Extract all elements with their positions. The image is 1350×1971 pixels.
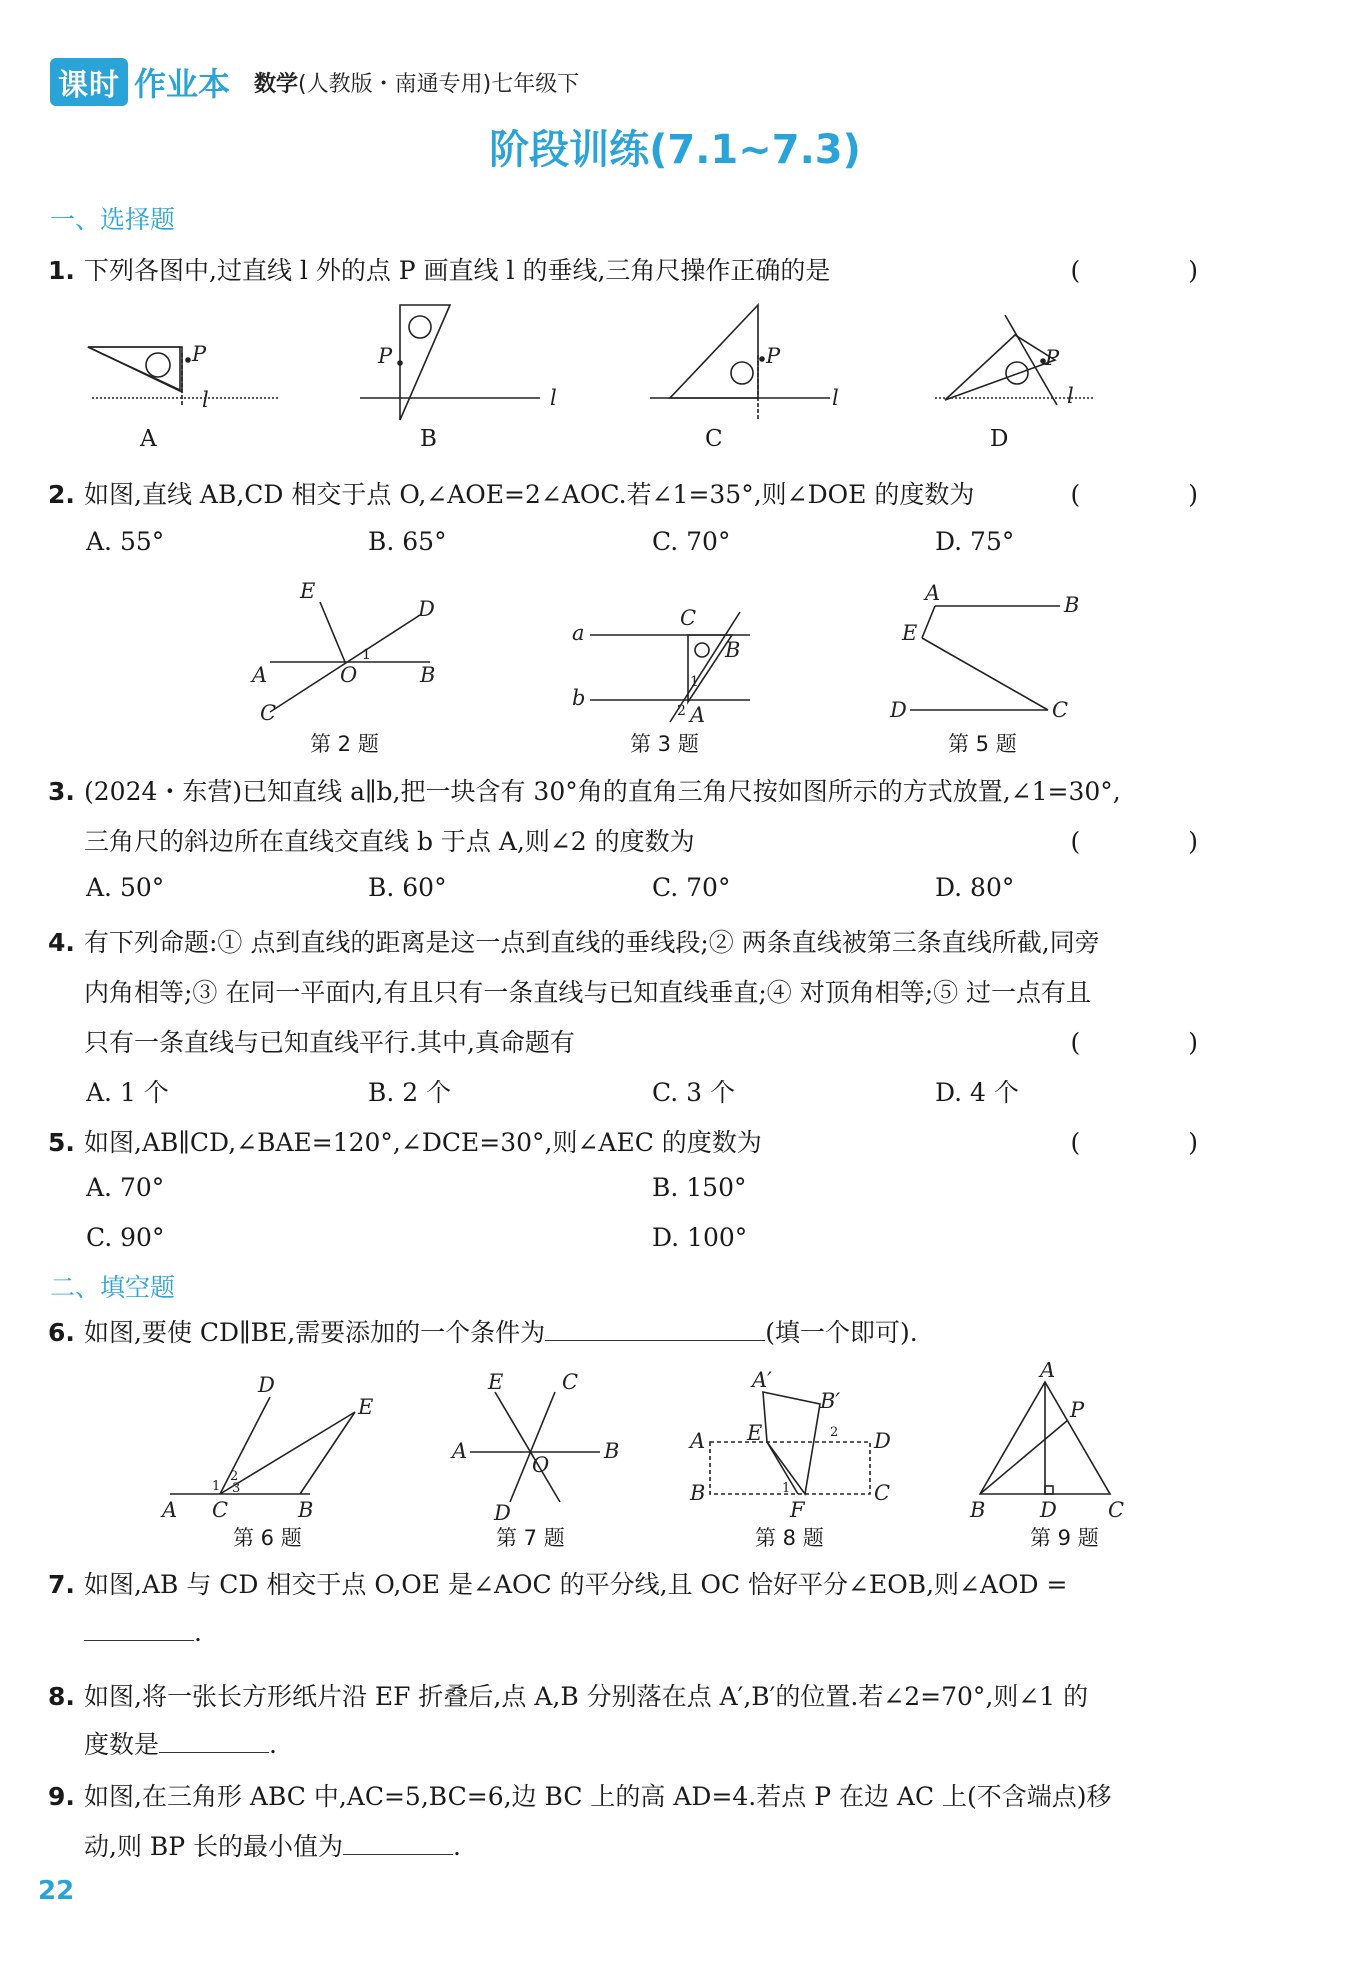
label: A bbox=[452, 1439, 468, 1463]
label: 2 bbox=[230, 1469, 239, 1484]
question-8 bbox=[48, 1672, 1248, 1722]
question-number: 4. bbox=[48, 928, 75, 957]
option-b[interactable]: B. 65° bbox=[368, 527, 447, 556]
label: l bbox=[1067, 384, 1074, 408]
question-end: . bbox=[269, 1730, 277, 1759]
caption-fig6: 第 6 题 bbox=[233, 1526, 302, 1550]
label: C bbox=[1108, 1498, 1125, 1522]
answer-bracket[interactable]: ( ) bbox=[1070, 256, 1248, 285]
figure-stroke bbox=[510, 1392, 555, 1502]
figure-2 bbox=[250, 579, 435, 725]
option-label-b[interactable]: B bbox=[420, 426, 437, 452]
figure-stroke bbox=[1045, 1486, 1053, 1494]
question-end: . bbox=[194, 1618, 202, 1647]
label: 1 bbox=[362, 647, 371, 663]
question-text: (2024・东营)已知直线 a∥b,把一块含有 30°角的直角三角尺按如图所示的方式放置,∠1=30°, bbox=[84, 777, 1121, 806]
subject-name: 数学 bbox=[254, 71, 299, 97]
label: 2 bbox=[830, 1425, 839, 1440]
question-3 bbox=[48, 767, 1248, 817]
label: F bbox=[790, 1498, 805, 1522]
option-b[interactable]: B. 150° bbox=[652, 1173, 747, 1202]
figure-7 bbox=[450, 1370, 619, 1522]
question-7-line2 bbox=[48, 1608, 1248, 1658]
question-text: 如图,AB 与 CD 相交于点 O,OE 是∠AOC 的平分线,且 OC 恰好平分∠EOB,则∠AOD = bbox=[84, 1570, 1068, 1599]
question-1 bbox=[48, 246, 1248, 296]
label: B′ bbox=[820, 1389, 841, 1413]
figure-3 bbox=[572, 606, 750, 727]
label: b bbox=[572, 686, 586, 710]
option-c[interactable]: C. 90° bbox=[86, 1223, 165, 1252]
label: E bbox=[902, 621, 918, 645]
edition-label: (人教版・南通专用)七年级下 bbox=[298, 71, 580, 97]
question-7 bbox=[48, 1560, 1248, 1610]
question-8-line2 bbox=[48, 1720, 1248, 1770]
q1-figures bbox=[80, 295, 1220, 425]
label: A bbox=[252, 663, 268, 687]
figure-stroke bbox=[300, 1412, 355, 1494]
question-text: 下列各图中,过直线 l 外的点 P 画直线 l 的垂线,三角尺操作正确的是 bbox=[84, 256, 831, 285]
question-9 bbox=[48, 1772, 1248, 1822]
caption-fig5: 第 5 题 bbox=[948, 732, 1017, 756]
label: B bbox=[1064, 593, 1080, 617]
figure-9 bbox=[969, 1362, 1124, 1522]
question-text: 只有一条直线与已知直线平行.其中,真命题有 bbox=[84, 1028, 575, 1057]
option-c[interactable]: C. 70° bbox=[652, 527, 731, 556]
option-d[interactable]: D. 100° bbox=[652, 1223, 748, 1252]
label: P bbox=[1070, 1398, 1085, 1422]
label: l bbox=[550, 386, 557, 410]
figure-stroke bbox=[495, 1392, 560, 1502]
figure-stroke bbox=[922, 606, 935, 638]
label: O bbox=[340, 663, 358, 687]
question-2 bbox=[48, 470, 1248, 520]
label: O bbox=[532, 1453, 550, 1477]
figure-stroke bbox=[409, 316, 431, 338]
figure-5 bbox=[889, 581, 1079, 722]
answer-bracket[interactable]: ( ) bbox=[1070, 480, 1248, 509]
label: B bbox=[690, 1481, 706, 1505]
question-number: 9. bbox=[48, 1782, 75, 1811]
answer-blank[interactable] bbox=[545, 1312, 765, 1341]
label: A′ bbox=[752, 1368, 772, 1392]
question-text: 度数是 bbox=[84, 1730, 160, 1759]
header bbox=[50, 58, 579, 106]
label: D bbox=[418, 597, 435, 621]
logo: 课时 bbox=[50, 58, 128, 106]
answer-bracket[interactable]: ( ) bbox=[1070, 1128, 1248, 1157]
label: A bbox=[162, 1498, 178, 1522]
option-d[interactable]: D. 75° bbox=[935, 527, 1015, 556]
option-d[interactable]: D. 80° bbox=[935, 873, 1015, 902]
label: C bbox=[680, 606, 697, 630]
question-text: 如图,AB∥CD,∠BAE=120°,∠DCE=30°,则∠AEC 的度数为 bbox=[84, 1128, 762, 1157]
label: A bbox=[690, 703, 706, 727]
label: P bbox=[378, 344, 393, 368]
option-label-a[interactable]: A bbox=[140, 426, 157, 452]
figure-stroke bbox=[88, 347, 182, 392]
label: D bbox=[494, 1501, 511, 1522]
label: l bbox=[832, 386, 839, 410]
label: E bbox=[488, 1370, 504, 1394]
label: C bbox=[1052, 698, 1069, 722]
answer-blank[interactable] bbox=[159, 1724, 269, 1753]
option-label-d[interactable]: D bbox=[990, 426, 1009, 452]
figure-stroke bbox=[763, 1392, 820, 1494]
figure-q1-a bbox=[88, 342, 280, 412]
option-c[interactable]: C. 3 个 bbox=[652, 1078, 735, 1107]
label: P bbox=[1045, 346, 1060, 370]
question-number: 6. bbox=[48, 1318, 75, 1347]
answer-blank[interactable] bbox=[84, 1612, 194, 1641]
question-number: 8. bbox=[48, 1682, 75, 1711]
option-c[interactable]: C. 70° bbox=[652, 873, 731, 902]
question-text: 如图,将一张长方形纸片沿 EF 折叠后,点 A,B 分别落在点 A′,B′的位置.若∠2=70°,则∠1 的 bbox=[84, 1682, 1089, 1711]
figure-stroke bbox=[731, 362, 753, 384]
question-5 bbox=[48, 1118, 1248, 1168]
answer-bracket[interactable]: ( ) bbox=[1070, 1028, 1248, 1057]
label: 1 bbox=[782, 1481, 791, 1496]
label: a bbox=[572, 621, 585, 645]
question-number: 7. bbox=[48, 1570, 75, 1599]
caption-fig3: 第 3 题 bbox=[630, 732, 699, 756]
figure-8 bbox=[688, 1368, 891, 1522]
label: B bbox=[725, 638, 741, 662]
label: D bbox=[890, 698, 907, 722]
page-number: 22 bbox=[38, 1876, 75, 1906]
label: A bbox=[925, 581, 941, 605]
label: D bbox=[874, 1429, 891, 1453]
figure-stroke bbox=[980, 1420, 1068, 1494]
figures-2-3-5 bbox=[240, 570, 1120, 730]
label: E bbox=[747, 1421, 763, 1445]
section-choice: 一、选择题 bbox=[50, 205, 176, 234]
section-fill: 二、填空题 bbox=[50, 1273, 176, 1302]
label: 1 bbox=[212, 1479, 221, 1494]
figure-stroke bbox=[400, 305, 450, 420]
label: C bbox=[874, 1481, 891, 1505]
option-b[interactable]: B. 2 个 bbox=[368, 1078, 452, 1107]
figure-stroke bbox=[398, 361, 402, 365]
figure-stroke bbox=[186, 358, 190, 362]
figure-stroke bbox=[922, 638, 1048, 710]
question-text: 动,则 BP 长的最小值为 bbox=[84, 1832, 344, 1861]
label: 3 bbox=[232, 1481, 241, 1496]
label: D bbox=[1040, 1498, 1057, 1522]
label: 2 bbox=[677, 703, 686, 719]
caption-fig9: 第 9 题 bbox=[1030, 1526, 1099, 1550]
option-a[interactable]: A. 1 个 bbox=[86, 1078, 169, 1107]
question-text: (填一个即可). bbox=[765, 1318, 918, 1347]
label: C bbox=[260, 701, 277, 725]
label: C bbox=[212, 1498, 229, 1522]
caption-fig2: 第 2 题 bbox=[310, 732, 379, 756]
figure-stroke bbox=[945, 335, 1055, 400]
question-number: 5. bbox=[48, 1128, 75, 1157]
label: 1 bbox=[690, 674, 699, 690]
label: C bbox=[562, 1370, 579, 1394]
label: E bbox=[300, 579, 316, 603]
question-end: . bbox=[453, 1832, 461, 1861]
option-a[interactable]: A. 70° bbox=[86, 1173, 165, 1202]
question-number: 1. bbox=[48, 256, 75, 285]
question-9-line2 bbox=[48, 1822, 1248, 1872]
question-text: 三角尺的斜边所在直线交直线 b 于点 A,则∠2 的度数为 bbox=[84, 827, 695, 856]
figure-q1-c bbox=[650, 305, 839, 420]
label: P bbox=[766, 344, 781, 368]
question-number: 2. bbox=[48, 480, 75, 509]
question-4 bbox=[48, 918, 1248, 968]
option-label-c[interactable]: C bbox=[705, 426, 723, 452]
question-text: 内角相等;③ 在同一平面内,有且只有一条直线与已知直线垂直;④ 对顶角相等;⑤ 过一点有且 bbox=[84, 978, 1092, 1007]
figure-stroke bbox=[146, 353, 170, 377]
question-6 bbox=[48, 1308, 1248, 1358]
label: A bbox=[690, 1429, 706, 1453]
option-a[interactable]: A. 55° bbox=[86, 527, 165, 556]
figure-stroke bbox=[320, 602, 345, 662]
question-text: 如图,直线 AB,CD 相交于点 O,∠AOE=2∠AOC.若∠1=35°,则∠DOE 的度数为 bbox=[84, 480, 975, 509]
answer-blank[interactable] bbox=[343, 1826, 453, 1855]
label: l bbox=[202, 388, 209, 412]
option-d[interactable]: D. 4 个 bbox=[935, 1078, 1019, 1107]
figure-stroke bbox=[695, 643, 709, 657]
option-b[interactable]: B. 60° bbox=[368, 873, 447, 902]
label: D bbox=[258, 1373, 275, 1397]
page-title: 阶段训练(7.1~7.3) bbox=[489, 127, 861, 173]
caption-fig8: 第 8 题 bbox=[755, 1526, 824, 1550]
label: B bbox=[420, 663, 436, 687]
label: P bbox=[192, 342, 207, 366]
option-a[interactable]: A. 50° bbox=[86, 873, 165, 902]
question-4-line2 bbox=[48, 968, 1248, 1018]
figure-q1-b bbox=[360, 305, 557, 420]
question-text: 有下列命题:① 点到直线的距离是这一点到直线的垂线段;② 两条直线被第三条直线所截,同旁 bbox=[84, 928, 1100, 957]
question-text: 如图,在三角形 ABC 中,AC=5,BC=6,边 BC 上的高 AD=4.若点 P 在边 AC 上(不含端点)移 bbox=[84, 1782, 1112, 1811]
figure-6 bbox=[160, 1373, 373, 1522]
question-4-line3 bbox=[48, 1018, 1248, 1068]
label: B bbox=[970, 1498, 986, 1522]
label: B bbox=[604, 1439, 620, 1463]
subject-label bbox=[254, 67, 579, 98]
question-text: 如图,要使 CD∥BE,需要添加的一个条件为 bbox=[84, 1318, 546, 1347]
figure-q1-d bbox=[935, 315, 1095, 408]
question-number: 3. bbox=[48, 777, 75, 806]
figures-6-9 bbox=[150, 1362, 1160, 1522]
label: A bbox=[1040, 1362, 1056, 1382]
answer-bracket[interactable]: ( ) bbox=[1070, 827, 1248, 856]
brand-name: 作业本 bbox=[134, 65, 231, 103]
figure-stroke bbox=[760, 357, 764, 361]
question-3-line2 bbox=[48, 817, 1248, 867]
label: E bbox=[358, 1395, 374, 1419]
caption-fig7: 第 7 题 bbox=[496, 1526, 565, 1550]
label: B bbox=[298, 1498, 314, 1522]
